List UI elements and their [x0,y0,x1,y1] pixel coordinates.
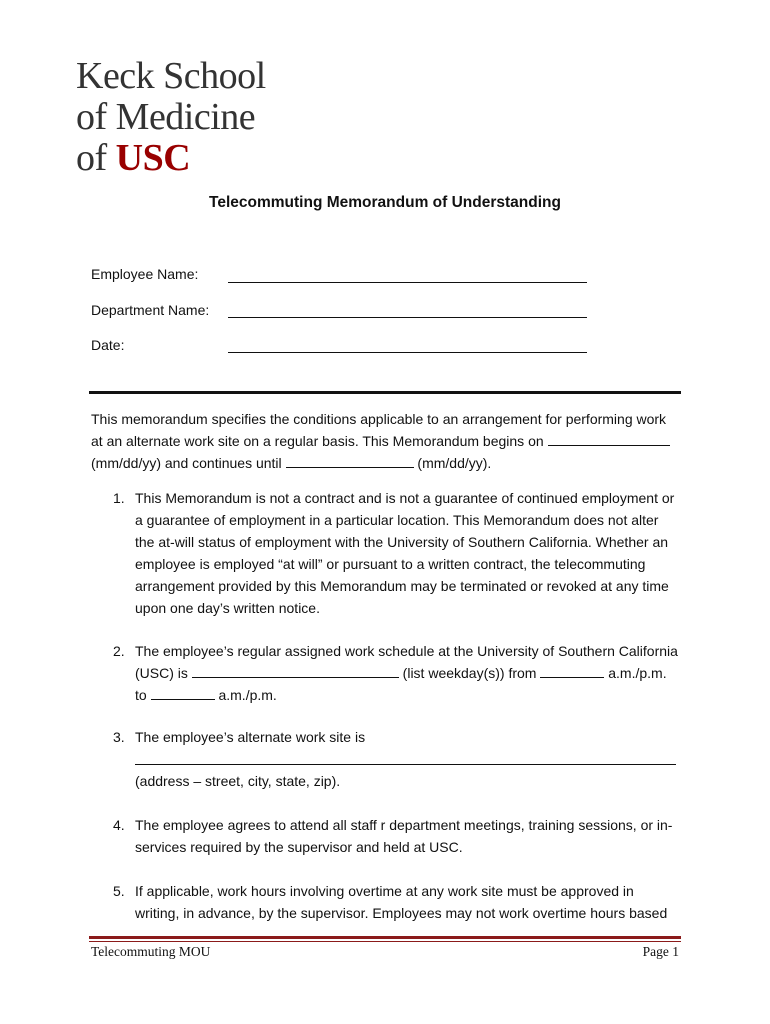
item-5-line: writing, in advance, by the supervisor. Employees may not work overtime hours based [135,905,668,921]
date-label: Date: [91,337,125,353]
item-3-line-3: (address – street, city, state, zip). [135,773,341,789]
item-3-number: 3. [113,729,125,745]
item-5-line: If applicable, work hours involving overtime at any work site must be approved in [135,883,634,899]
intro-paragraph [91,408,691,474]
item-4-line: services required by the supervisor and held at USC. [135,839,463,855]
item-2-line-2-mid: (list weekday(s)) from [398,665,541,681]
department-name-line[interactable] [228,316,587,318]
item-1-text [135,487,695,619]
logo-usc: USC [115,137,191,179]
intro-line-3 [91,452,691,474]
item-1-line: arrangement provided by this Memorandum may be terminated or revoked at any time [135,578,669,594]
item-1-line: a guarantee of employment in a particular location. This Memorandum does not alter [135,512,659,528]
logo-line-3 [76,138,266,179]
keck-usc-logo [76,56,266,179]
item-5-text [135,880,695,924]
item-2-line-3-suffix: a.m./p.m. [214,687,277,703]
weekdays-blank[interactable] [192,663,399,678]
end-time-blank[interactable] [151,685,215,700]
item-2-line-2-text: (USC) is [135,665,192,681]
department-name-label: Department Name: [91,302,210,318]
page-number: Page 1 [642,944,679,959]
item-2-number: 2. [113,643,125,659]
end-date-blank[interactable] [286,453,414,468]
item-1-line: the at-will status of employment with the University of Southern California. Whether an [135,534,669,550]
employee-name-label: Employee Name: [91,266,199,282]
item-1-line: employee is employed “at will” or pursuant to a written contract, the telecommuting [135,556,646,572]
item-4-number: 4. [113,817,125,833]
date-line[interactable] [228,351,587,353]
item-1-line: This Memorandum is not a contract and is not a guarantee of continued employment or [135,490,675,506]
intro-line-3-suffix: (mm/dd/yy). [413,455,492,471]
item-5-number: 5. [113,883,125,899]
item-2-line-2-suffix: a.m./p.m. [604,665,667,681]
begin-date-blank[interactable] [548,431,670,446]
item-3-line-2 [135,748,695,770]
item-3-text [135,726,695,792]
intro-line-1: This memorandum specifies the conditions applicable to an arrangement for performing work [91,411,667,427]
item-2-text [135,640,695,706]
item-1-number: 1. [113,490,125,506]
item-4-line: The employee agrees to attend all staff r department meetings, training sessions, or in- [135,817,673,833]
logo-line-1: Keck School [76,55,266,97]
footer-rule-thin [89,941,681,942]
alternate-site-address-blank[interactable] [135,750,676,765]
item-2-line-3-text: to [135,687,151,703]
item-2-line-3 [135,684,695,706]
document-title: Telecommuting Memorandum of Understanding [209,194,561,211]
item-2-line-1: The employee’s regular assigned work schedule at the University of Southern California [135,643,678,659]
logo-line-3-prefix: of [76,137,116,179]
item-4-text [135,814,695,858]
item-2-line-2 [135,662,695,684]
footer-rule [89,936,681,939]
start-time-blank[interactable] [540,663,604,678]
item-1-line: upon one day’s written notice. [135,600,320,616]
section-divider [89,391,681,394]
footer-title: Telecommuting MOU [91,944,211,959]
item-3-line-1: The employee’s alternate work site is [135,729,366,745]
intro-line-2 [91,430,691,452]
employee-name-line[interactable] [228,281,587,283]
intro-line-2-text: at an alternate work site on a regular basis. This Memorandum begins on [91,433,548,449]
intro-line-3-text: (mm/dd/yy) and continues until [91,455,286,471]
logo-line-2: of Medicine [76,96,256,138]
